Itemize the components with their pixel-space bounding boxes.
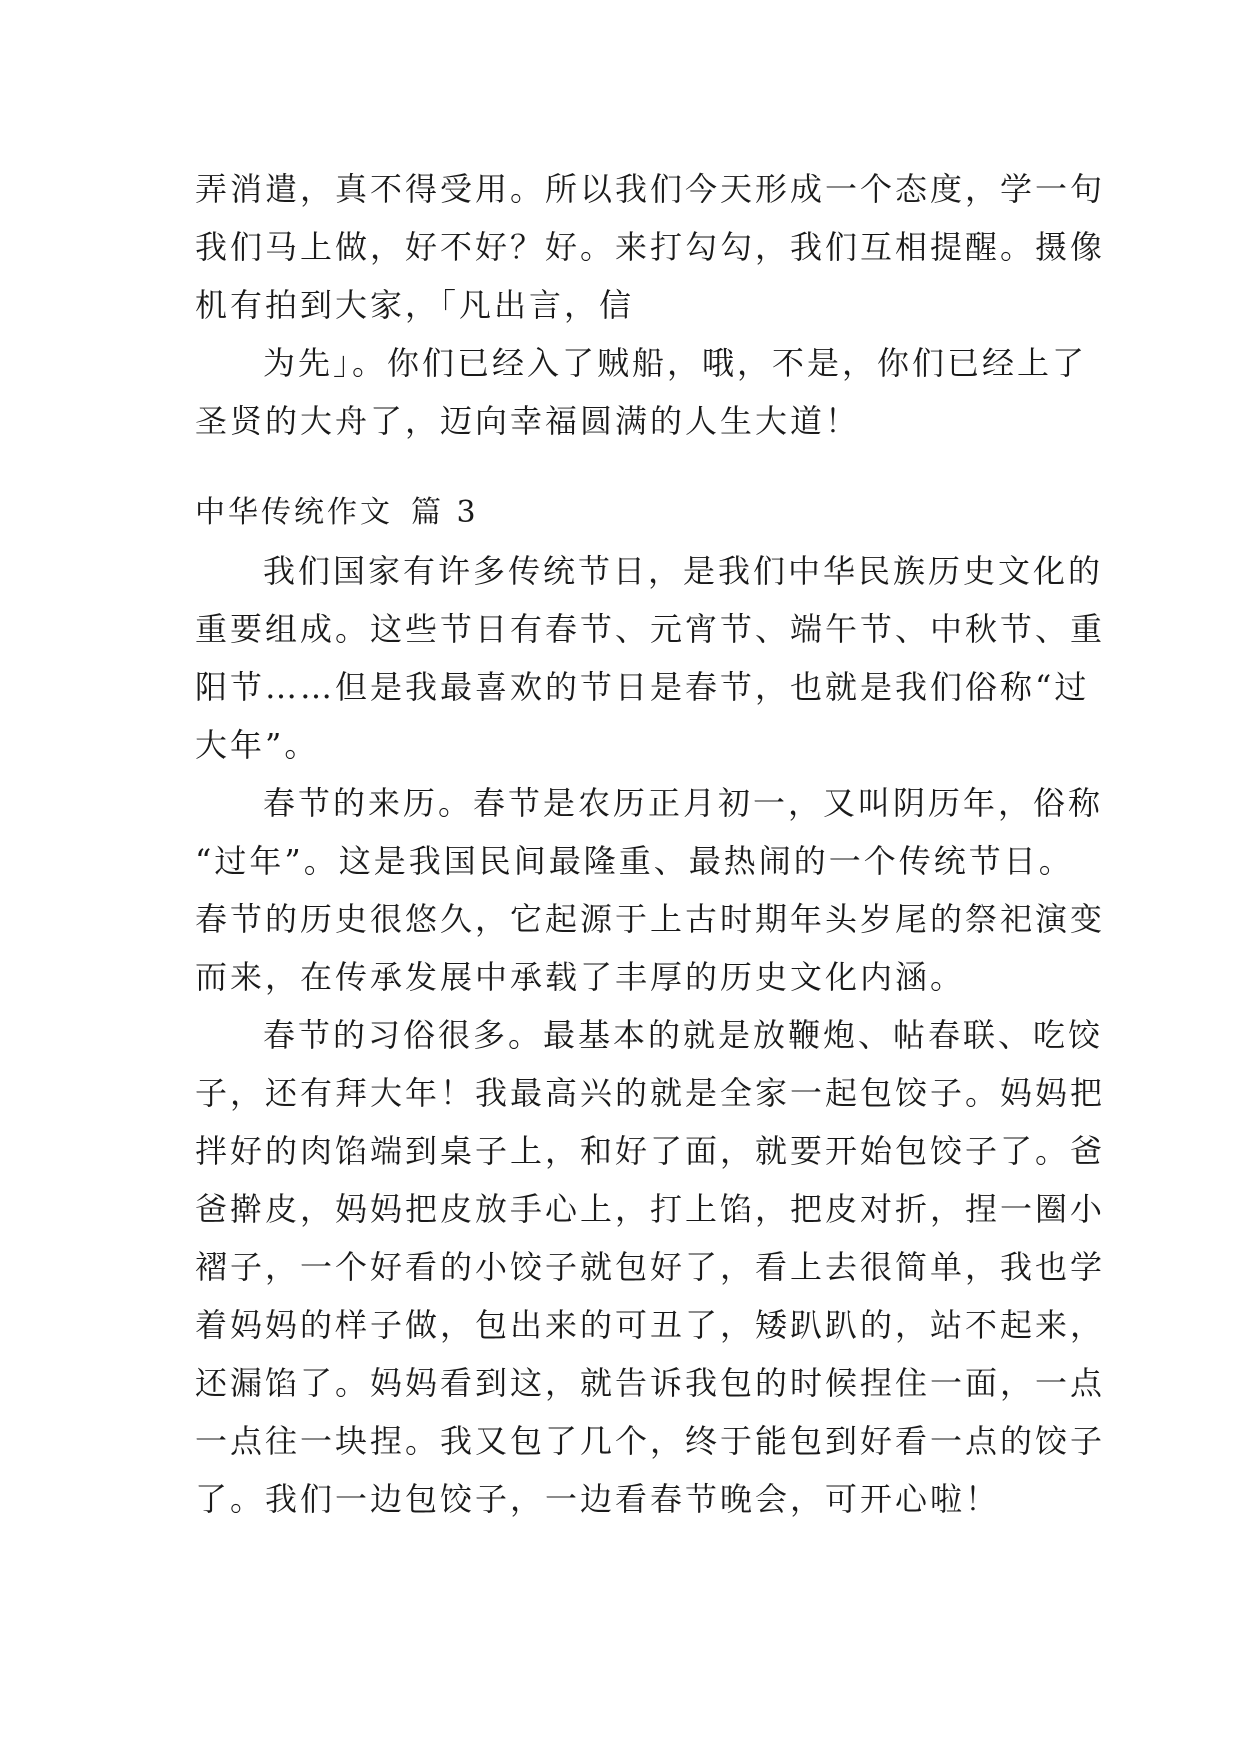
text-line: 春节的习俗很多。最基本的就是放鞭炮、帖春联、吃饺 [263, 1016, 1104, 1054]
continued-paragraph-2 [195, 334, 1088, 450]
section-heading [195, 484, 1060, 542]
text-line: 还漏馅了。妈妈看到这，就告诉我包的时候捏住一面，一点 [195, 1364, 1106, 1402]
text-line: 圣贤的大舟了，迈向幸福圆满的人生大道！ [195, 402, 861, 440]
text-line: 我们国家有许多传统节日，是我们中华民族历史文化的 [263, 552, 1104, 590]
paragraph-origin [195, 774, 1106, 1006]
paragraph-customs [195, 1006, 1106, 1528]
text-line: “过年”。这是我国民间最隆重、最热闹的一个传统节日。 [195, 842, 1074, 880]
text-line: 一点往一块捏。我又包了几个，终于能包到好看一点的饺子 [195, 1422, 1106, 1460]
document-body [195, 160, 1106, 1528]
text-line: 我们马上做，好不好？好。来打勾勾，我们互相提醒。摄像 [195, 228, 1106, 266]
text-line: 为先」。你们已经入了贼船，哦，不是，你们已经上了 [263, 344, 1088, 382]
paragraph-intro [195, 542, 1106, 774]
text-line: 而来，在传承发展中承载了丰厚的历史文化内涵。 [195, 958, 966, 996]
text-line: 春节的来历。春节是农历正月初一，又叫阴历年，俗称 [263, 784, 1104, 822]
text-line: 了。我们一边包饺子，一边看春节晚会，可开心啦！ [195, 1480, 1001, 1518]
text-line: 机有拍到大家，「凡出言，信 [195, 286, 635, 324]
text-line: 大年”。 [195, 726, 320, 764]
text-line: 褶子，一个好看的小饺子就包好了，看上去很简单，我也学 [195, 1248, 1106, 1286]
text-line: 拌好的肉馅端到桌子上，和好了面，就要开始包饺子了。爸 [195, 1132, 1106, 1170]
text-line: 春节的历史很悠久，它起源于上古时期年头岁尾的祭祀演变 [195, 900, 1106, 938]
text-line: 阳节……但是我最喜欢的节日是春节，也就是我们俗称“过 [195, 668, 1090, 706]
continued-paragraph [195, 160, 1106, 334]
text-line: 弄消遣，真不得受用。所以我们今天形成一个态度，学一句 [195, 170, 1106, 208]
text-line: 着妈妈的样子做，包出来的可丑了，矮趴趴的，站不起来， [195, 1306, 1106, 1344]
text-line: 子，还有拜大年！我最高兴的就是全家一起包饺子。妈妈把 [195, 1074, 1106, 1112]
section-title: 中华传统作文 [195, 495, 393, 530]
text-line: 爸擀皮，妈妈把皮放手心上，打上馅，把皮对折，捏一圈小 [195, 1190, 1106, 1228]
text-line: 重要组成。这些节日有春节、元宵节、端午节、中秋节、重 [195, 610, 1106, 648]
section-number: 篇 3 [411, 495, 479, 530]
